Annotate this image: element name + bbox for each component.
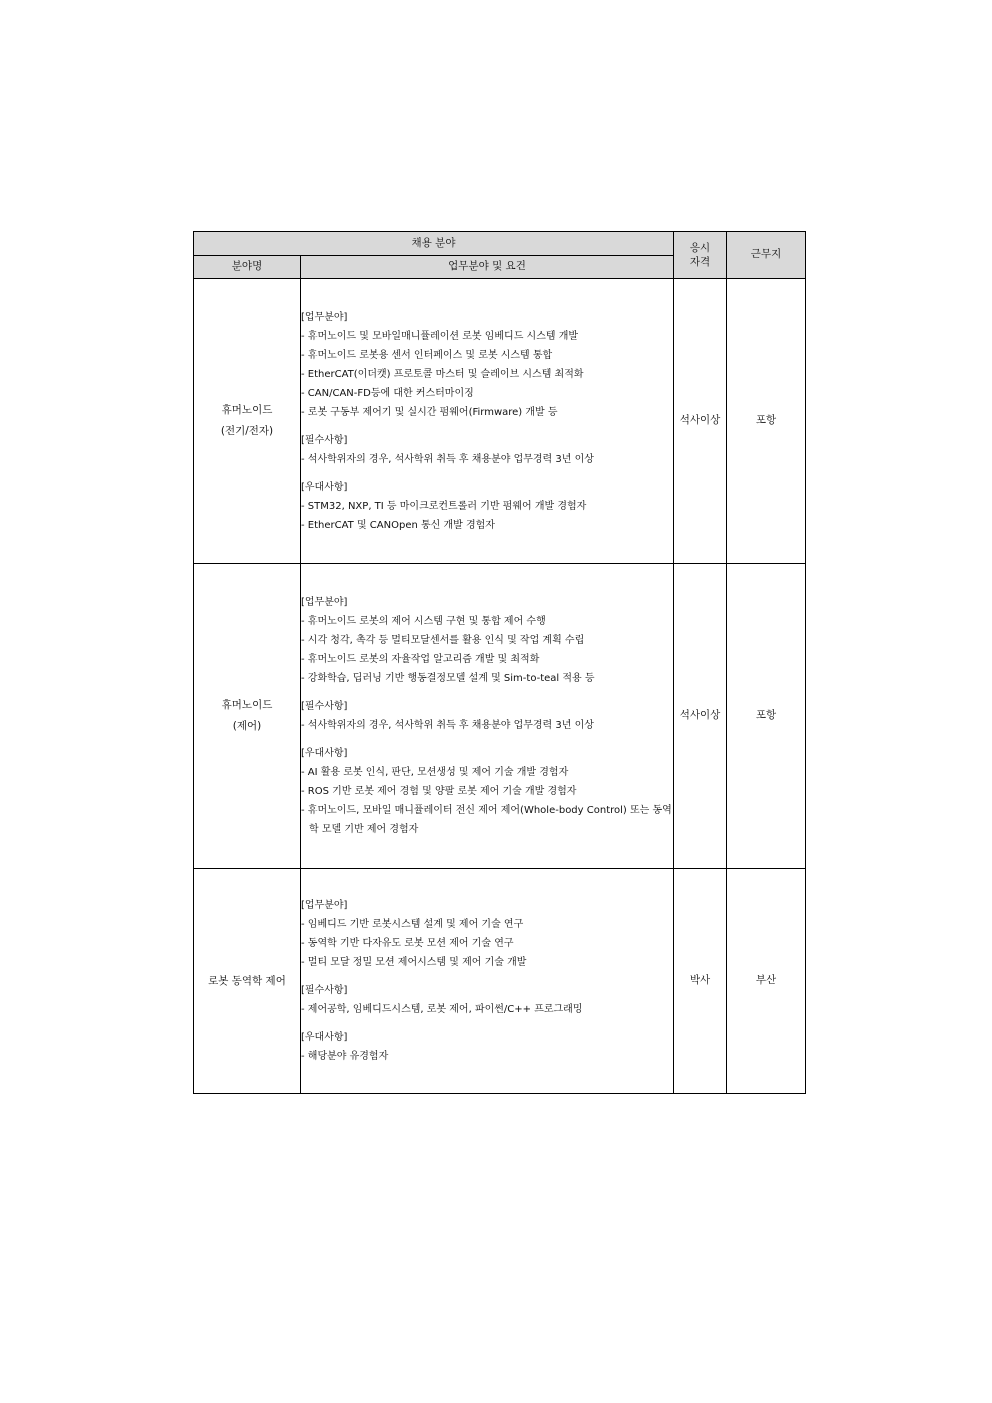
header-duties: 업무분야 및 요건 xyxy=(301,256,674,279)
header-qualification xyxy=(674,232,727,279)
table-row xyxy=(194,869,806,1094)
duties-cell xyxy=(301,279,674,564)
header-qualification-line: 응시 xyxy=(689,241,711,254)
duties-cell xyxy=(301,564,674,869)
list-item: - STM32, NXP, TI 등 마이크로컨트롤러 기반 펌웨어 개발 경험자 xyxy=(301,500,587,512)
recruitment-table xyxy=(193,231,806,1094)
list-item: - 휴머노이드 로봇용 센서 인터페이스 및 로봇 시스템 통합 xyxy=(301,349,553,361)
field-name-line: 휴머노이드 xyxy=(221,404,273,416)
field-name-line: 로봇 동역학 제어 xyxy=(208,974,286,987)
list-item: - AI 활용 로봇 인식, 판단, 모션생성 및 제어 기술 개발 경험자 xyxy=(301,767,569,778)
field-name-cell xyxy=(194,869,301,1094)
field-name-cell xyxy=(194,279,301,564)
duties-section xyxy=(301,744,673,839)
list-item: - 제어공학, 임베디드시스템, 로봇 제어, 파이썬/C++ 프로그래밍 xyxy=(301,1004,583,1015)
duties-section xyxy=(301,697,673,735)
header-qualification-line: 자격 xyxy=(689,256,711,268)
list-item: - 석사학위자의 경우, 석사학위 취득 후 채용분야 업무경력 3년 이상 xyxy=(301,453,594,465)
location-cell: 포항 xyxy=(727,279,806,564)
list-item: - 휴머노이드 로봇의 제어 시스템 구현 및 통합 제어 수행 xyxy=(301,616,546,627)
field-name-line: 휴머노이드 xyxy=(221,699,273,711)
field-name-cell xyxy=(194,564,301,869)
qualification-cell: 석사이상 xyxy=(674,279,727,564)
list-item: - 임베디드 기반 로봇시스템 설계 및 제어 기술 연구 xyxy=(301,919,524,930)
qualification-cell: 박사 xyxy=(674,869,727,1094)
list-item: - CAN/CAN-FD등에 대한 커스터마이징 xyxy=(301,387,474,399)
list-item: - 강화학습, 딥러닝 기반 행동결정모델 설계 및 Sim-to-teal 적용 등 xyxy=(301,673,595,684)
qualification-cell: 석사이상 xyxy=(674,564,727,869)
header-recruitment-field: 채용 분야 xyxy=(194,232,674,256)
duties-section xyxy=(301,896,673,972)
list-item: - 휴머노이드 및 모바일매니퓰레이션 로봇 임베디드 시스템 개발 xyxy=(301,330,579,342)
list-item: - 로봇 구동부 제어기 및 실시간 펌웨어(Firmware) 개발 등 xyxy=(301,406,558,418)
duties-section xyxy=(301,308,673,422)
table-row xyxy=(194,279,806,564)
field-name-line: (전기/전자) xyxy=(220,425,274,437)
section-title: [우대사항] xyxy=(301,748,348,759)
table-row xyxy=(194,564,806,869)
list-item: - 해당분야 유경험자 xyxy=(301,1051,389,1062)
field-name-line: (제어) xyxy=(232,720,262,732)
section-title: [우대사항] xyxy=(301,1032,348,1043)
section-title: [필수사항] xyxy=(301,434,348,446)
duties-section xyxy=(301,478,673,535)
header-location: 근무지 xyxy=(727,232,806,279)
section-title: [필수사항] xyxy=(301,701,348,712)
duties-section xyxy=(301,981,673,1019)
list-item: - ROS 기반 로봇 제어 경험 및 양팔 로봇 제어 기술 개발 경험자 xyxy=(301,786,577,797)
header-field-name: 분야명 xyxy=(194,256,301,279)
duties-cell xyxy=(301,869,674,1094)
section-title: [필수사항] xyxy=(301,985,348,996)
list-item: - 휴머노이드 로봇의 자율작업 알고리즘 개발 및 최적화 xyxy=(301,654,540,665)
location-cell: 포항 xyxy=(727,564,806,869)
section-title: [우대사항] xyxy=(301,481,348,493)
list-item: - EtherCAT 및 CANOpen 통신 개발 경험자 xyxy=(301,519,495,531)
duties-section xyxy=(301,1028,673,1066)
duties-section xyxy=(301,593,673,688)
section-title: [업무분야] xyxy=(301,900,348,911)
section-title: [업무분야] xyxy=(301,311,348,323)
section-title: [업무분야] xyxy=(301,597,348,608)
list-item: - 석사학위자의 경우, 석사학위 취득 후 채용분야 업무경력 3년 이상 xyxy=(301,720,594,731)
list-item: - 멀티 모달 정밀 모션 제어시스템 및 제어 기술 개발 xyxy=(301,957,527,968)
list-item: - 시각 청각, 촉각 등 멀티모달센서를 활용 인식 및 작업 계획 수립 xyxy=(301,635,585,646)
list-item: - EtherCAT(이더캣) 프로토콜 마스터 및 슬레이브 시스템 최적화 xyxy=(301,368,584,380)
list-item: - 동역학 기반 다자유도 로봇 모션 제어 기술 연구 xyxy=(301,938,514,949)
duties-section xyxy=(301,431,673,469)
list-item: - 휴머노이드, 모바일 매니퓰레이터 전신 제어 제어(Whole-body Control) 또는 동역학 모델 기반 제어 경험자 xyxy=(301,805,672,835)
location-cell: 부산 xyxy=(727,869,806,1094)
